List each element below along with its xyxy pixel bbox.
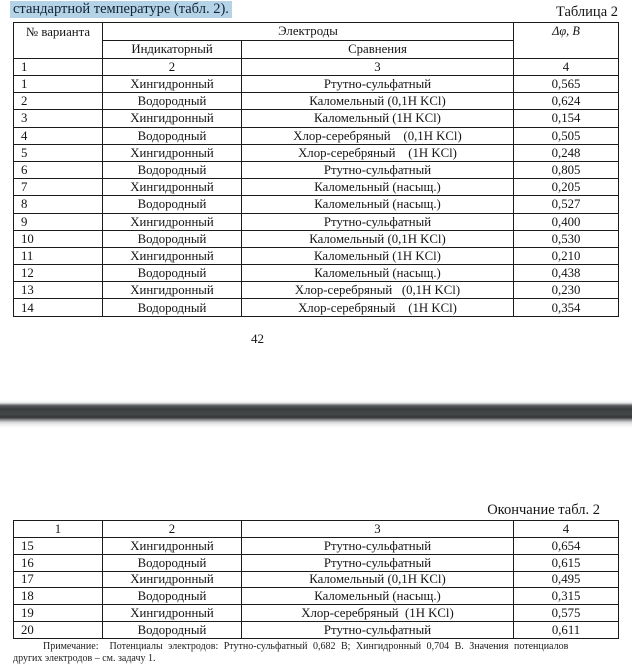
col-header-electrodes: Электроды [103, 23, 514, 41]
indicator-electrode: Водородный [103, 196, 242, 213]
reference-electrode: Каломельный (0,1Н KCl) [242, 93, 514, 110]
delta-phi-value: 0,248 [514, 144, 619, 161]
col-header-delta-phi: Δφ, В [514, 23, 619, 59]
col-header-indicator: Индикаторный [103, 41, 242, 59]
table-row [14, 605, 619, 622]
col-num-4: 4 [514, 59, 619, 76]
indicator-electrode: Хингидронный [103, 179, 242, 196]
header-row-1 [14, 23, 619, 41]
table-row [14, 299, 619, 316]
variant-number: 20 [14, 621, 103, 638]
col-num-3: 3 [242, 59, 514, 76]
indicator-electrode: Водородный [103, 299, 242, 316]
variants-table-page1 [13, 22, 619, 317]
table-row [14, 247, 619, 264]
table-row [14, 93, 619, 110]
delta-phi-value: 0,654 [514, 538, 619, 555]
reference-electrode: Ртутно-сульфатный [242, 538, 514, 555]
delta-phi-value: 0,315 [514, 588, 619, 605]
delta-phi-value: 0,505 [514, 127, 619, 144]
indicator-electrode: Водородный [103, 93, 242, 110]
delta-phi-value: 0,400 [514, 213, 619, 230]
table-row [14, 538, 619, 555]
col-header-variant: № варианта [14, 23, 103, 59]
col-num-1: 1 [14, 59, 103, 76]
delta-phi-value: 0,575 [514, 605, 619, 622]
delta-phi-value: 0,527 [514, 196, 619, 213]
table-row [14, 282, 619, 299]
table-row [14, 196, 619, 213]
col-num-1: 1 [14, 521, 103, 538]
reference-electrode: Каломельный (0,1Н KCl) [242, 230, 514, 247]
delta-phi-value: 0,611 [514, 621, 619, 638]
col-num-2: 2 [103, 521, 242, 538]
table-row [14, 571, 619, 588]
indicator-electrode: Водородный [103, 127, 242, 144]
reference-electrode: Ртутно-сульфатный [242, 76, 514, 93]
indicator-electrode: Хингидронный [103, 538, 242, 555]
delta-phi-value: 0,624 [514, 93, 619, 110]
table2-caption: Окончание табл. 2 [487, 502, 600, 518]
col-num-3: 3 [242, 521, 514, 538]
indicator-electrode: Водородный [103, 554, 242, 571]
indicator-electrode: Хингидронный [103, 282, 242, 299]
reference-electrode: Каломельный (насыщ.) [242, 196, 514, 213]
footnote [13, 641, 607, 664]
reference-electrode: Каломельный (насыщ.) [242, 265, 514, 282]
reference-electrode: Каломельный (1Н KCl) [242, 247, 514, 264]
variant-number: 12 [14, 265, 103, 282]
variant-number: 19 [14, 605, 103, 622]
reference-electrode: Хлор-серебряный (1Н KCl) [242, 299, 514, 316]
indicator-electrode: Хингидронный [103, 247, 242, 264]
delta-phi-value: 0,495 [514, 571, 619, 588]
variant-number: 14 [14, 299, 103, 316]
table-row [14, 76, 619, 93]
reference-electrode: Хлор-серебряный (0,1Н KCl) [242, 127, 514, 144]
page-break-divider [0, 400, 632, 428]
reference-electrode: Ртутно-сульфатный [242, 554, 514, 571]
table-row [14, 554, 619, 571]
column-number-row [14, 59, 619, 76]
col-num-4: 4 [514, 521, 619, 538]
table-row [14, 621, 619, 638]
variant-number: 18 [14, 588, 103, 605]
delta-phi-value: 0,530 [514, 230, 619, 247]
col-header-reference: Сравнения [242, 41, 514, 59]
table-row [14, 179, 619, 196]
reference-electrode: Хлор-серебряный (1Н KCl) [242, 605, 514, 622]
footnote-line-1: Примечание: Потенциалы электродов: Ртутно-сульфатный 0,682 В; Хингидронный 0,704 В. Значения потенциалов [43, 641, 569, 652]
variant-number: 10 [14, 230, 103, 247]
indicator-electrode: Водородный [103, 621, 242, 638]
reference-electrode: Хлор-серебряный (1Н KCl) [242, 144, 514, 161]
delta-phi-value: 0,205 [514, 179, 619, 196]
table-row [14, 144, 619, 161]
variant-number: 15 [14, 538, 103, 555]
variant-number: 13 [14, 282, 103, 299]
indicator-electrode: Водородный [103, 230, 242, 247]
variant-number: 1 [14, 76, 103, 93]
footnote-line-2: других электродов – см. задачу 1. [13, 652, 156, 664]
reference-electrode: Ртутно-сульфатный [242, 213, 514, 230]
indicator-electrode: Водородный [103, 588, 242, 605]
indicator-electrode: Водородный [103, 161, 242, 178]
reference-electrode: Каломельный (1Н KCl) [242, 110, 514, 127]
reference-electrode: Каломельный (насыщ.) [242, 179, 514, 196]
reference-electrode: Каломельный (0,1Н KCl) [242, 571, 514, 588]
reference-electrode: Каломельный (насыщ.) [242, 588, 514, 605]
variants-table-page2 [13, 520, 619, 639]
variant-number: 11 [14, 247, 103, 264]
column-number-row [14, 521, 619, 538]
delta-phi-value: 0,565 [514, 76, 619, 93]
reference-electrode: Ртутно-сульфатный [242, 621, 514, 638]
indicator-electrode: Хингидронный [103, 144, 242, 161]
delta-phi-value: 0,438 [514, 265, 619, 282]
reference-electrode: Хлор-серебряный (0,1Н KCl) [242, 282, 514, 299]
highlight-span: стандартной температуре (табл. 2). [10, 1, 232, 18]
table-row [14, 230, 619, 247]
table-row [14, 213, 619, 230]
delta-phi-value: 0,210 [514, 247, 619, 264]
indicator-electrode: Хингидронный [103, 110, 242, 127]
page-number: 42 [251, 331, 264, 346]
table-row [14, 265, 619, 282]
table-row [14, 127, 619, 144]
table-row [14, 161, 619, 178]
variant-number: 4 [14, 127, 103, 144]
delta-phi-value: 0,615 [514, 554, 619, 571]
col-num-2: 2 [103, 59, 242, 76]
indicator-electrode: Водородный [103, 265, 242, 282]
variant-number: 17 [14, 571, 103, 588]
delta-phi-value: 0,230 [514, 282, 619, 299]
indicator-electrode: Хингидронный [103, 213, 242, 230]
reference-electrode: Ртутно-сульфатный [242, 161, 514, 178]
variant-number: 5 [14, 144, 103, 161]
delta-phi-value: 0,805 [514, 161, 619, 178]
variant-number: 3 [14, 110, 103, 127]
indicator-electrode: Хингидронный [103, 605, 242, 622]
variant-number: 9 [14, 213, 103, 230]
table-row [14, 110, 619, 127]
variant-number: 16 [14, 554, 103, 571]
delta-phi-value: 0,354 [514, 299, 619, 316]
variant-number: 6 [14, 161, 103, 178]
delta-phi-value: 0,154 [514, 110, 619, 127]
variant-number: 8 [14, 196, 103, 213]
table1-caption: Таблица 2 [555, 4, 618, 20]
variant-number: 7 [14, 179, 103, 196]
indicator-electrode: Хингидронный [103, 571, 242, 588]
table-row [14, 588, 619, 605]
variant-number: 2 [14, 93, 103, 110]
indicator-electrode: Хингидронный [103, 76, 242, 93]
